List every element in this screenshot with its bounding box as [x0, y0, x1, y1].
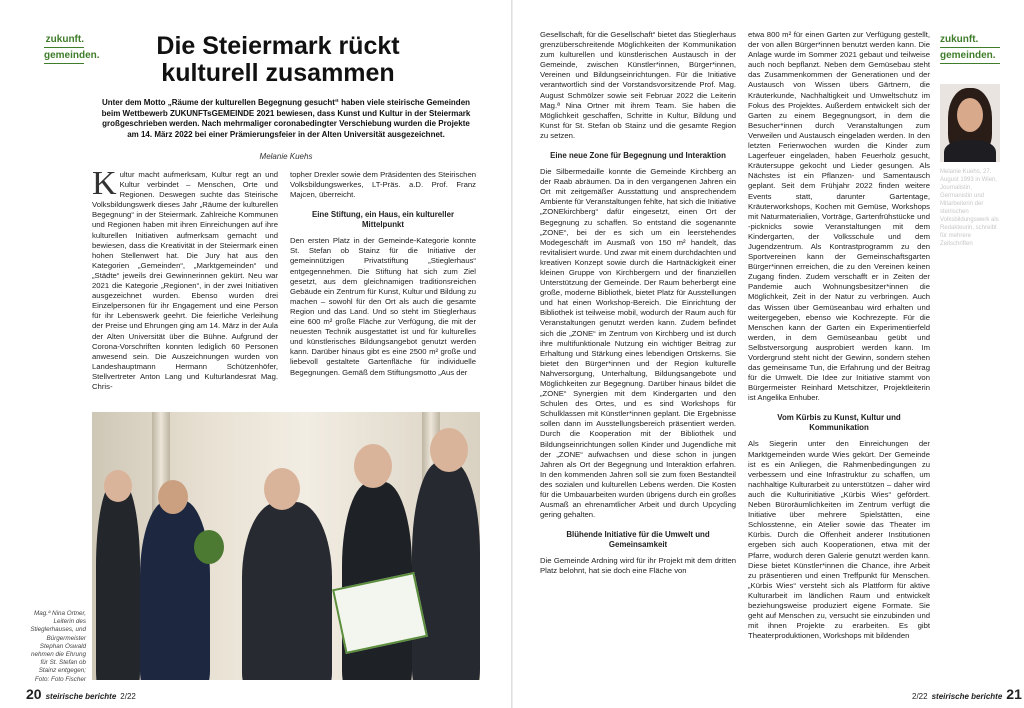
- section-tag-line1: zukunft.: [940, 34, 1000, 48]
- issue-right: 2/22: [912, 692, 928, 701]
- text-column-4: [748, 30, 930, 670]
- drop-cap: K: [92, 170, 117, 202]
- text-column-1: [92, 170, 278, 406]
- section-tag-left: [44, 34, 100, 66]
- section-tag-line1: zukunft.: [44, 34, 84, 48]
- footer-left: [26, 686, 136, 702]
- magazine-name-left: steirische berichte: [45, 692, 117, 701]
- article-title: Die Steiermark rückt kulturell zusammen: [156, 32, 400, 87]
- text-column-3: [540, 30, 736, 670]
- col1-text: ultur macht aufmerksam, Kultur regt an und Kultur verbindet – Menschen, Orte und Regionen. Deswegen suchte das Steirische Volksbildungswerk dieses Jahr „Räume der kulturellen Begegnung“ in der Steiermark. Zahlreiche Kommunen und Regionen haben mit ihren Einreichungen auf ihre kulturellen Initiativen aufmerksam gemacht und bewiesen, dass die Kreativität in der Steiermark einen hohen Stellenwert hat. Die Jury hat aus den Kategorien „Gemeinden“, „Marktgemeinden“ und „Städte“ jeweils drei Gewinnerinnen gekürt. Neu war 2021 die Kategorie „Regionen“, in der zwei Initiativen ausgezeichnet wurden. Ebenso wurden drei Einzelpersonen für ihr Engagement und eine Person für ihr Lebenswerk geehrt. Die feierliche Verleihung der Preise und Ehrungen ging am 14. März in der Aula der Alten Universität über die Bühne. Aufgrund der Corona-Vorschriften konnten lediglich 60 Personen anwesend sein. Die Auszeichnungen wurden von Landeshauptmann Hermann Schützenhöfer, Stellvertreter Anton Lang und Kulturlandesrat Mag. Chris-: [92, 170, 278, 391]
- page-number-left: 20: [26, 686, 42, 702]
- issue-left: 2/22: [120, 692, 136, 701]
- section-tag-line2: gemeinden.: [44, 50, 84, 64]
- article-author: Melanie Kuehs: [259, 152, 313, 161]
- col2-paragraph-1: topher Drexler sowie dem Präsidenten des Steirischen Volksbildungswerkes, LT-Präs. a.D. Prof. Franz Majcen, überreicht.: [290, 170, 476, 200]
- photo-caption: Mag.ª Nina Ortner, Leiterin des Stieglerhauses, und Bürgermeister Stephan Oswald nehmen die Ehrung für St. Stefan ob Stainz entgegen; Foto: Foto Fischer: [30, 610, 86, 683]
- footer-right: [912, 686, 1022, 702]
- col4-paragraph-2: Als Siegerin unter den Einreichungen der Marktgemeinden wurde Wies gekürt. Der Gemeinde ist es ein Anliegen, die Rahmenbedingungen zu verbessern und eine Infrastruktur zu schaffen, um nachhaltige Kulturarbeit zu unterstützen – daher wird auch die Kulturinitiative „Kürbis Wies“ gefördert. Neben Büroräumlichkeiten im Zentrum verfügt die Initiative über mehrere Spielstätten, eine Schlosstenne, ein Atelier sowie das Theater im Kürbis. Durch die Offenheit anderer Institutionen ergeben sich auch Kooperationen, etwa mit der Pfarre, wodurch deren Galerie genutzt werden kann. Diese bietet Künstler*innen die Chance, ihre Arbeit zu präsentieren und einen Treffpunkt für Menschen. „Kürbis Wies“ versteht sich als Plattform für aktive Kulturarbeit im ländlichen Raum und entwickelt beziehungsweise produziert eigene Formate. Sie geht auf Menschen zu, versucht sie einzubinden und mit ihnen Projekte zu erarbeiten. Es gibt Theaterproduktionen, Workshops mit bildenden: [748, 439, 930, 641]
- page-number-right: 21: [1006, 686, 1022, 702]
- award-ceremony-photo: [92, 412, 480, 680]
- article-lead: Unter dem Motto „Räume der kulturellen Begegnung gesucht“ haben viele steirische Gemeinden beim Wettbewerb ZUKUNFTsGEMEINDE 2021 bewiesen, dass Kunst und Kultur in der Steiermark großgeschrieben werden. Nach mehrmaliger coronabedingter Verschiebung wurden die Projekte am 14. März 2022 bei einer Prämierungsfeier in der Alten Universität ausgezeichnet.: [101, 98, 471, 139]
- section-tag-line2: gemeinden.: [940, 50, 1000, 64]
- section-tag-right: [940, 34, 1000, 66]
- page-gutter: [511, 0, 513, 708]
- col4-subheading: Vom Kürbis zu Kunst, Kultur und Kommunikation: [777, 413, 901, 433]
- author-bio: Melanie Kuehs, 27. August 1993 in Wien, Journalistin, Germanistin und Mitarbeiterin der steirischen Volksbildungswerk als Redakteurin, schreibt für mehrere Zeitschriften: [940, 169, 999, 247]
- text-column-2: [290, 170, 476, 406]
- col3-paragraph-3: Die Gemeinde Ardning wird für ihr Projekt mit dem dritten Platz belohnt, hat sie doch eine Fläche von: [540, 556, 736, 576]
- col4-paragraph-1: etwa 800 m² für einen Garten zur Verfügung gestellt, der von allen Bürger*innen benutzt werden kann. Die Anlage wurde im Sommer 2021 gebaut und teilweise auch noch bepflanzt. Neben dem Gemüsebau steht das Zusammenkommen der Generationen und der Austausch von Wissen übers Gärtnern, die Kräuterkunde, Nachhaltigkeit und Umweltschutz im Fokus des Projektes. Außerdem entwickelt sich der Garten zu einem Begegnungsort, in dem die Besucher*innen durch Veranstaltungen zum Verweilen und Austausch eingeladen werden. In den letzten Ferienwochen wurden die Kinder zum Lagerfeuer eingeladen, haben Feuerholz gesucht, Kräutersuppe gekocht und Lieder gesungen. Als Nächstes ist ein Pflanzen- und Samentausch geplant. Seit dem Frühjahr 2022 finden weitere Events statt, darunter Gartentage, Kräuterworkshops, Kochen mit Gemüse, Workshops mit Naturmaterialien, Vorträge, Gartenfrühstücke und -picknicks sowie Veranstaltungen mit dem Kindergarten, der Volksschule und dem Jugendzentrum. Als Kontrastprogramm zu den Sportvereinen kann der Gemeinschaftsgarten Bürger*innen erreichen, die zu den Vereinen keinen Zugang finden. Zudem verschafft er in Zeiten der Pandemie auch Wohnungsbesitzer*innen die Möglichkeit, Zeit in der Natur zu verbringen. Auch das Wissen über Gemüseanbau wird erhalten und weitergegeben, ebenso wie Kochrezepte. Für die Menschen kann der Garten ein Experimentierfeld werden, in dem Gemüseanbau geübt und Selbstversorgung ausprobiert werden kann. Im Vordergrund steht nicht der Gewinn, sondern stehen das gemeinsame Tun, die Erfahrung und der Beitrag für die Umwelt. Die Idee zur Initiative stammt von Bürgermeister Reinhard Metschitzer, Projektleiterin ist Angelika Enhuber.: [748, 30, 930, 403]
- magazine-name-right: steirische berichte: [931, 692, 1003, 701]
- col3-paragraph-2: Die Silbermedaille konnte die Gemeinde Kirchberg an der Raab abräumen. Da in den vergangenen Jahren ein Ort mit zeitgemäßer Ausstattung und ansprechendem Ambiente für Veranstaltungen fehlte, hat sich die Initiative „ZONEkirchberg“ dafür eingesetzt, einen Ort der Begegnung zu schaffen. So entstand die sogenannte „ZONE“, bei der es sich um ein leerstehendes Modegeschäft im Ausmaß von 150 m² handelt, das revitalisiert wurde. Und zwar mit einem durchdachten und kreativen Konzept sowie durch die Hartnäckigkeit einer kleinen Gruppe von Kirchbergern und der finanziellen Unterstützung der Gemeinde. Der Raum beherbergt eine große, moderne Bibliothek, bietet Platz für Ausstellungen und hat einen Workshop-Bereich. Die Einrichtung der Bibliothek ist teilweise mobil, wodurch der Raum auch für Veranstaltungen genutzt werden kann. Zudem befindet sich die „ZONE“ im Zentrum von Kirchberg und ist durch ihre multifunktionale Nutzung ein wichtiger Beitrag zur Erhaltung und Stärkung eines lebendigen Ortskerns. Sie bietet den Bürger*innen und der Region kulturelle Nahversorgung, Unterhaltung, Bildungsangebote und Möglichkeiten zur Begegnung. Darüber hinaus bildet die „ZONE“ Synergien mit dem Kindergarten und den Schulen des Ortes, und es sind Workshops für Schulklassen mit Künstler*innen geplant. Die Ergebnisse sollen dann im Ausstellungsbereich präsentiert werden. Durch die Kooperation mit der Bibliothek und Bildungseinrichtungen sollen Kinder und Jugendliche mit der „ZONE“ aufwachsen und diese schon in jungen Jahren als Ort der Begegnung und Interaktion erfahren. In den kommenden Jahren soll sie zum fixen Bestandteil des sozialen und kulturellen Lebens werden. Die Kosten für die Umbauarbeiten wurden übrigens durch ein großes Ausmaß an ehrenamtlicher Arbeit und durch Upcycling gering gehalten.: [540, 167, 736, 520]
- author-portrait: [940, 84, 1000, 162]
- col3-subheading-1: Eine neue Zone für Begegnung und Interaktion: [550, 151, 726, 161]
- col2-subheading: Eine Stiftung, ein Haus, ein kultureller Mittelpunkt: [311, 210, 455, 230]
- col3-paragraph-1: Gesellschaft, für die Gesellschaft“ bietet das Stieglerhaus grenzüberschreitende Möglichkeiten der Kommunikation zum kulturellen und künstlerischen Austausch in der Gemeinde, zwischen Künstler*innen, Bürger*innen, Vereinen und Bildungseinrichtungen. Für die Initiative verantwortlich sind der Vorstandsvorsitzende Prof. Mag. August Schmölzer sowie seit Februar 2022 die Leiterin Mag.ª Nina Ortner mit ihrem Team. Sie haben die Möglichkeit geschaffen, Schritte in Kultur, Bildung und Kunst für St. Stefan ob Stainz und die gesamte Region zu setzen.: [540, 30, 736, 140]
- col2-paragraph-2: Den ersten Platz in der Gemeinde-Kategorie konnte St. Stefan ob Stainz für die Initiative der gemeinnützigen Privatstiftung „Stieglerhaus“ entgegennehmen. Die Stiftung hat sich zum Ziel gesetzt, aus dem gleichnamigen traditionsreichen Gebäude ein Zentrum für Kunst, Kultur und Bildung zu machen – sowohl für den Ort als auch die gesamte Region und das Land. Und so steht im Stieglerhaus eine 600 m² große Fläche zur Verfügung, die mit der neuesten Technik ausgestattet ist und für kulturelles und künstlerisches Bildungsangebot genutzt werden kann. Darüber hinaus gibt es eine 2500 m² große und liebevoll gestaltete Gartenfläche für individuelle Begegnungen. Gemäß dem Stiftungsmotto „Aus der: [290, 236, 476, 377]
- col3-subheading-2: Blühende Initiative für die Umwelt und Gemeinsamkeit: [566, 530, 710, 550]
